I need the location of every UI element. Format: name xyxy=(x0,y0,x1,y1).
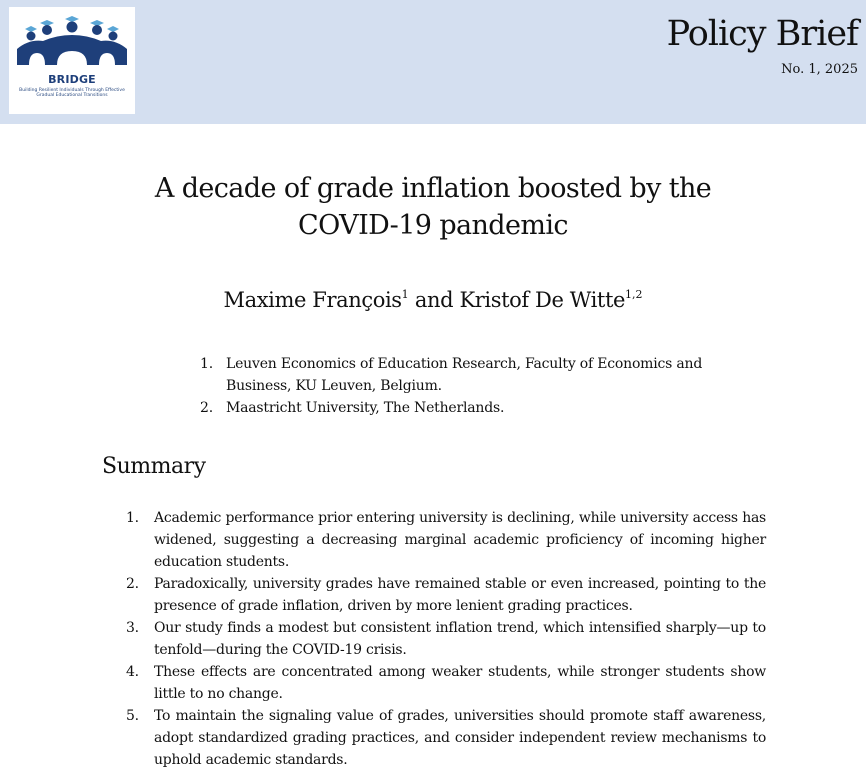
affiliation-number: 1. xyxy=(200,356,213,372)
authors-line xyxy=(100,288,766,312)
affiliation-text: Leuven Economics of Education Research, Faculty of Economics and Business, KU Leuven, Belgium. xyxy=(226,356,703,394)
document-title-line-2: COVID-19 pandemic xyxy=(298,210,568,241)
summary-item-text: Academic performance prior entering university is declining, while university access has widened, suggesting a decreasing marginal academic proficiency of incoming higher education students. xyxy=(154,510,766,570)
summary-item-text: To maintain the signaling value of grades, universities should promote staff awareness, adopt standardized grading practices, and consider independent review mechanisms to uphold academic standards. xyxy=(154,708,766,768)
document-title-line-1: A decade of grade inflation boosted by the xyxy=(154,173,712,204)
summary-item-number: 5. xyxy=(126,708,139,724)
author-affiliation-marker: 1 xyxy=(401,288,409,301)
summary-item-text: Paradoxically, university grades have remained stable or even increased, pointing to the presence of grade inflation, driven by more lenient grading practices. xyxy=(154,576,766,614)
summary-item-text: These effects are concentrated among weaker students, while stronger students show little to no change. xyxy=(154,664,766,702)
authors-conjunction: and xyxy=(408,288,460,312)
summary-item xyxy=(126,661,766,705)
summary-item-number: 1. xyxy=(126,510,139,526)
policy-brief-number: No. 1, 2025 xyxy=(781,62,858,77)
policy-brief-title: Policy Brief xyxy=(666,14,858,54)
summary-item-number: 3. xyxy=(126,620,139,636)
author-name: Kristof De Witte xyxy=(459,288,626,312)
affiliations-list xyxy=(196,353,716,419)
logo-tagline: Building Resilient Individuals Through Effective Gradual Educational Transitions xyxy=(19,88,125,98)
summary-item-number: 2. xyxy=(126,576,139,592)
summary-heading: Summary xyxy=(102,454,206,479)
summary-item xyxy=(126,705,766,771)
bridge-logo xyxy=(9,7,135,114)
document-title xyxy=(120,170,746,244)
header-band xyxy=(0,0,866,124)
summary-list xyxy=(126,507,766,771)
summary-item xyxy=(126,617,766,661)
summary-item-number: 4. xyxy=(126,664,139,680)
summary-item xyxy=(126,573,766,617)
affiliation-item xyxy=(196,353,716,397)
affiliation-text: Maastricht University, The Netherlands. xyxy=(226,400,505,416)
summary-item-text: Our study finds a modest but consistent inflation trend, which intensified sharply—up to tenfold—during the COVID-19 crisis. xyxy=(154,620,766,658)
affiliation-item xyxy=(196,397,716,419)
author-name: Maxime François xyxy=(223,288,402,312)
author-affiliation-marker: 1,2 xyxy=(625,288,643,301)
affiliation-number: 2. xyxy=(200,400,213,416)
logo-wordmark: BRIDGE xyxy=(48,73,96,86)
summary-item xyxy=(126,507,766,573)
